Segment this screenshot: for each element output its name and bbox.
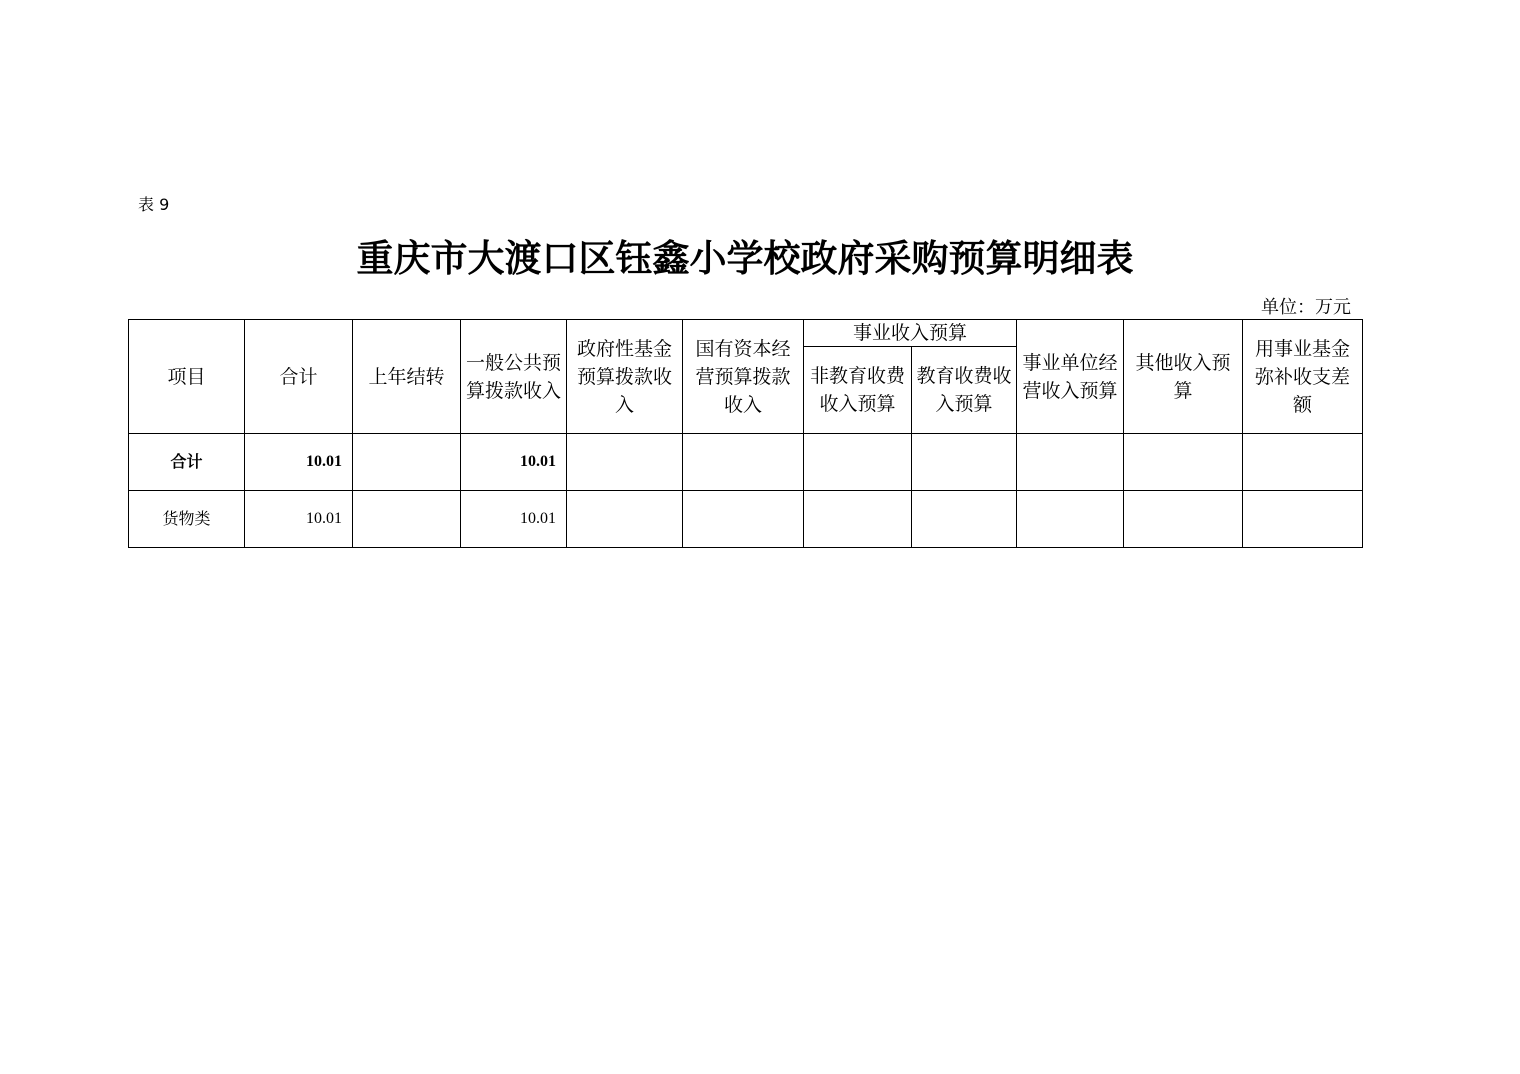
cell-non-edu-fee bbox=[804, 434, 912, 491]
header-carryover: 上年结转 bbox=[353, 320, 461, 434]
budget-table bbox=[128, 319, 1363, 548]
cell-fund-make-up bbox=[1243, 434, 1363, 491]
cell-state-capital bbox=[683, 434, 804, 491]
cell-edu-fee bbox=[912, 434, 1017, 491]
cell-state-capital bbox=[683, 491, 804, 548]
cell-general-public: 10.01 bbox=[461, 491, 567, 548]
header-other-income: 其他收入预算 bbox=[1124, 320, 1243, 434]
cell-edu-fee bbox=[912, 491, 1017, 548]
header-edu-fee: 教育收费收入预算 bbox=[912, 347, 1017, 434]
table-number: 表 9 bbox=[138, 195, 170, 214]
cell-carryover bbox=[353, 434, 461, 491]
header-row-top bbox=[129, 320, 1363, 347]
table-row bbox=[129, 434, 1363, 491]
header-business-income: 事业收入预算 bbox=[804, 320, 1017, 347]
cell-total: 10.01 bbox=[245, 434, 353, 491]
cell-gov-fund bbox=[567, 491, 683, 548]
header-fund-make-up: 用事业基金弥补收支差额 bbox=[1243, 320, 1363, 434]
cell-total: 10.01 bbox=[245, 491, 353, 548]
page-title: 重庆市大渡口区钰鑫小学校政府采购预算明细表 bbox=[356, 237, 1134, 280]
header-gov-fund: 政府性基金预算拨款收入 bbox=[567, 320, 683, 434]
cell-other-income bbox=[1124, 434, 1243, 491]
cell-carryover bbox=[353, 491, 461, 548]
cell-item: 合计 bbox=[129, 434, 245, 491]
cell-non-edu-fee bbox=[804, 491, 912, 548]
cell-unit-operation bbox=[1017, 434, 1124, 491]
header-general-public: 一般公共预算拨款收入 bbox=[461, 320, 567, 434]
cell-general-public: 10.01 bbox=[461, 434, 567, 491]
cell-fund-make-up bbox=[1243, 491, 1363, 548]
cell-gov-fund bbox=[567, 434, 683, 491]
unit-label: 单位：万元 bbox=[1261, 297, 1351, 318]
cell-other-income bbox=[1124, 491, 1243, 548]
cell-item: 货物类 bbox=[129, 491, 245, 548]
header-non-edu-fee: 非教育收费收入预算 bbox=[804, 347, 912, 434]
header-total: 合计 bbox=[245, 320, 353, 434]
header-item: 项目 bbox=[129, 320, 245, 434]
header-state-capital: 国有资本经营预算拨款收入 bbox=[683, 320, 804, 434]
table-row bbox=[129, 491, 1363, 548]
header-unit-operation: 事业单位经营收入预算 bbox=[1017, 320, 1124, 434]
cell-unit-operation bbox=[1017, 491, 1124, 548]
